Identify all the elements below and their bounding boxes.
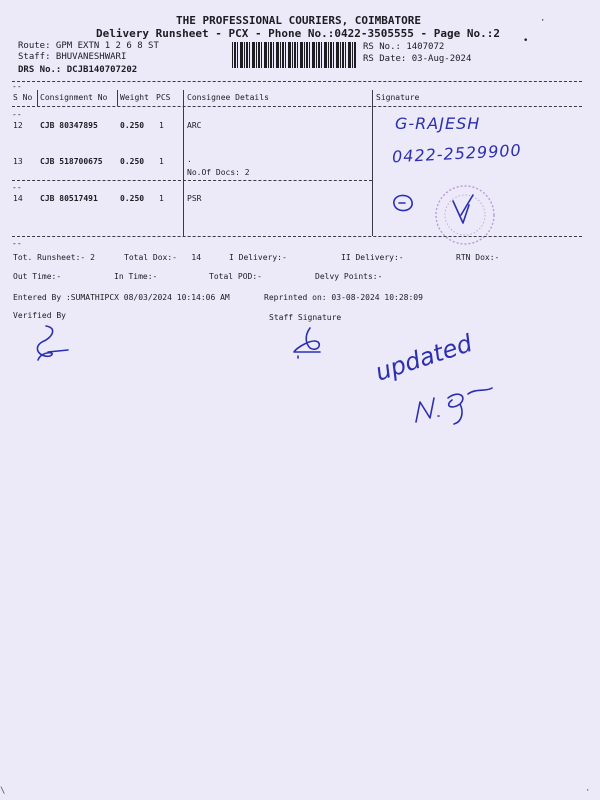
column-divider xyxy=(372,90,373,236)
row-weight: 0.250 xyxy=(120,157,145,166)
handwritten-name: G-RAJESH xyxy=(395,114,481,133)
total-dox: Total Dox:- 14 xyxy=(124,253,202,262)
row-pcs: 1 xyxy=(159,121,164,130)
rs-number: RS No.: 1407072 xyxy=(363,42,445,52)
signature-scribble xyxy=(388,190,418,220)
row-sno: 12 xyxy=(13,121,23,130)
divider-stub: -- xyxy=(12,110,22,119)
divider-stub: -- xyxy=(12,239,22,248)
route-label: Route: GPM EXTN 1 2 6 8 ST xyxy=(18,41,159,51)
col-header-consignment: Consignment No xyxy=(40,93,108,102)
verified-by-label: Verified By xyxy=(13,311,66,320)
in-time: In Time:- xyxy=(114,272,158,281)
col-header-consignee: Consignee Details xyxy=(187,93,269,102)
out-time: Out Time:- xyxy=(13,272,62,281)
company-name: THE PROFESSIONAL COURIERS, COIMBATORE xyxy=(176,14,422,27)
row-consignment-no: CJB 80347895 xyxy=(40,121,98,130)
scan-corner-mark: \ xyxy=(0,786,6,796)
column-divider xyxy=(183,90,184,236)
row-consignee: PSR xyxy=(187,194,202,203)
staff-signature-label: Staff Signature xyxy=(269,313,342,322)
row-consignee: ARC xyxy=(187,121,202,130)
delivery-stamp xyxy=(425,183,510,248)
corner-mark: • xyxy=(523,36,529,46)
row-doc-count: No.Of Docs: 2 xyxy=(187,168,250,177)
runsheet-subtitle: Delivery Runsheet - PCX - Phone No.:0422-3505555 - Page No.:2 xyxy=(96,27,500,40)
row-pcs: 1 xyxy=(159,157,164,166)
row-consignment-no: CJB 518700675 xyxy=(40,157,103,166)
row-consignee: . xyxy=(187,155,192,164)
divider xyxy=(12,81,582,82)
row-weight: 0.250 xyxy=(120,194,145,203)
reprinted-on: Reprinted on: 03-08-2024 10:28:09 xyxy=(264,293,423,302)
total-pod: Total POD:- xyxy=(209,272,262,281)
row-pcs: 1 xyxy=(159,194,164,203)
verifier-signature xyxy=(28,322,73,367)
total-runsheet: Tot. Runsheet:- 2 xyxy=(13,253,95,262)
col-header-signature: Signature xyxy=(376,93,420,102)
updated-initials xyxy=(412,382,497,432)
entered-by: Entered By :SUMATHIPCX 08/03/2024 10:14:06 AM xyxy=(13,293,230,302)
row-sno: 13 xyxy=(13,157,23,166)
delvy-points: Delvy Points:- xyxy=(315,272,383,281)
row-weight: 0.250 xyxy=(120,121,145,130)
divider-stub: -- xyxy=(12,183,22,192)
drs-number: DRS No.: DCJB140707202 xyxy=(18,65,138,75)
rs-date: RS Date: 03-Aug-2024 xyxy=(363,54,472,64)
column-divider xyxy=(117,90,118,106)
row-consignment-no: CJB 80517491 xyxy=(40,194,98,203)
divider xyxy=(12,236,582,237)
row-sno: 14 xyxy=(13,194,23,203)
barcode xyxy=(232,42,356,68)
col-header-weight: Weight xyxy=(120,93,149,102)
i-delivery: I Delivery:- xyxy=(229,253,287,262)
handwritten-phone: 0422-2529900 xyxy=(391,140,523,167)
col-header-pcs: PCS xyxy=(156,93,171,102)
staff-signature xyxy=(290,322,340,367)
rtn-dox: RTN Dox:- xyxy=(456,253,500,262)
ii-delivery: II Delivery:- xyxy=(341,253,404,262)
column-divider xyxy=(37,90,38,106)
col-header-sno: S No xyxy=(13,93,33,102)
corner-mark: · xyxy=(540,16,546,26)
handwritten-updated-note: updated xyxy=(372,329,476,387)
scan-corner-mark: · xyxy=(585,786,591,796)
divider xyxy=(12,106,582,107)
staff-label: Staff: BHUVANESHWARI xyxy=(18,52,127,62)
divider xyxy=(12,180,372,181)
divider-stub: -- xyxy=(12,82,22,91)
